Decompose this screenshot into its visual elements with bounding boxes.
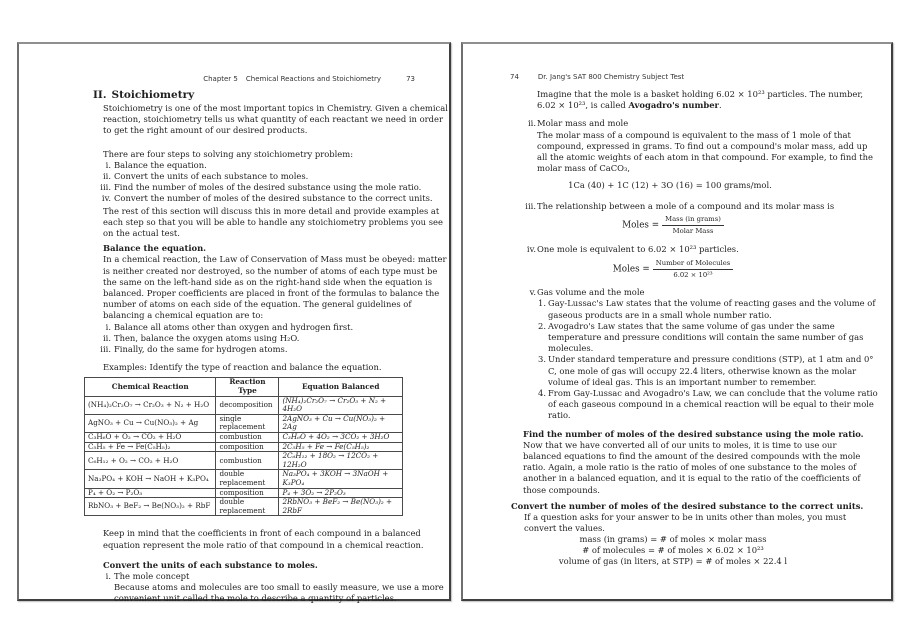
keep-in-mind-paragraph: Keep in mind that the coefficients in front of each compound in a balanced equation represent the mole ratio of that compound in a chemical reaction. xyxy=(103,528,424,550)
equation-line: mass (in grams) = # of moles × molar mass xyxy=(579,534,767,545)
sub-list-item: 3. Under standard temperature and pressure conditions (STP), at 1 atm and 0° C, one mole of gas will occupy 22.4 liters, otherwise known as the molar volume of ideal gas. This is an important number to remember. xyxy=(538,354,874,387)
list-item: iii. Find the number of moles of the desired substance using the mole ratio. xyxy=(100,182,422,193)
convert-moles-heading: Convert the number of moles of the desired substance to the correct units. xyxy=(511,500,864,511)
page-73 xyxy=(17,42,451,604)
fraction: $\frac{\text{Mass (in grams)}}{\text{Molar Mass}}$ xyxy=(662,215,724,235)
find-moles-heading: Find the number of moles of the desired substance using the mole ratio. xyxy=(523,428,864,439)
section-heading xyxy=(93,89,449,102)
chapter-title: Chemical Reactions and Stoichiometry xyxy=(245,75,382,83)
list-item: iv. Convert the number of moles of the desired substance to the correct units. xyxy=(101,193,433,204)
table-row: P₄ + O₂ → P₂O₃ composition P₄ + 3O₂ → 2P₂O₃ xyxy=(85,488,403,498)
running-header-74 xyxy=(510,72,891,82)
item-mole-molar-mass: iii. The relationship between a mole of a compound and its molar mass is xyxy=(525,200,835,211)
reaction-table xyxy=(84,377,403,516)
balance-heading: Balance the equation. xyxy=(103,243,207,254)
page-number-74: 74 xyxy=(510,73,519,81)
item-title: Molar mass and mole xyxy=(537,118,629,129)
book-title: Dr. Jang's SAT 800 Chemistry Subject Test xyxy=(537,73,685,81)
table-header-row xyxy=(85,378,403,396)
convert-units-heading: Convert the units of each substance to moles. xyxy=(103,559,318,570)
list-item: iii. Finally, do the same for hydrogen atoms. xyxy=(100,344,288,355)
sub-list-item: 2. Avogadro's Law states that the same volume of gas under the same temperature and pressure conditions will contain the same number of gas molecules. xyxy=(538,320,864,354)
item-body: The molar mass of a compound is equivalent to the mass of 1 mole of that compound, expressed in grams. To find out a compound's molar mass, add up all the atomic weights of each atom in that compound. For example, to find the molar mass of CaCO₃, xyxy=(537,129,874,174)
mole-concept-title: The mole concept xyxy=(114,570,190,581)
convert-moles-paragraph: If a question asks for your answer to be in units other than moles, you must convert the values. xyxy=(524,512,847,534)
conversion-equations xyxy=(493,534,853,566)
list-item: i. Balance all atoms other than oxygen and hydrogen first. xyxy=(105,321,354,332)
table-row: C₆H₁₂ + O₂ → CO₂ + H₂O combustion 2C₆H₁₂ + 18O₂ → 12CO₂ + 12H₂O xyxy=(85,452,403,470)
mole-concept-item: i. The mole concept Because atoms and molecules are too small to easily measure, we use a more convenient unit called the mole to describe a quantity of particles. xyxy=(95,571,450,605)
avogadro-term: Avogadro's number xyxy=(628,100,719,111)
table-row: (NH₄)₂Cr₂O₇ → Cr₂O₃ + N₂ + H₂O decomposition (NH₄)₂Cr₂O₇ → Cr₂O₃ + N₂ + 4H₂O xyxy=(85,396,403,414)
item-title: Gas volume and the mole xyxy=(537,287,645,298)
find-moles-paragraph: Now that we have converted all of our units to moles, it is time to use our balanced equations to find the amount of the desired compounds with the mole ratio. Again, a mole ratio is the ratio of moles of one substance to the moles of another in a balanced equation, and it is equal to the ratio of the coefficients of those compounds. xyxy=(523,439,861,495)
table-row: C₅H₅ + Fe → Fe(C₅H₅)₂ composition 2C₅H₅ + Fe → Fe(C₅H₅)₂ xyxy=(85,442,403,452)
table-row: C₃H₆O + O₂ → CO₂ + H₂O combustion C₃H₆O + 4O₂ → 3CO₂ + 3H₂O xyxy=(85,433,403,443)
running-header-73 xyxy=(19,74,415,84)
col-header: Equation Balanced xyxy=(279,378,403,396)
item-gas-volume: v. Gas volume and the mole 1. Gay-Lussac's Law states that the volume of reacting gases and the volume of gaseous products are in a small whole number ratio. 2. Avogadro's Law states that the same volume of gas under the same temperature and pressure conditions will contain the same number of gas molecules. 3. Under standard temperature and pressure conditions (STP), at 1 atm and 0° C, one mole of gas will occupy 22.4 liters, otherwise known as the molar volume of ideal gas. This is an important number to remember. 4. From Gay-Lussac and Avogadro's Law, we can conclude that the volume ratio of each gaseous compound in a chemical reaction will be equal to their mole ratio. xyxy=(529,287,878,421)
equation-line: # of molecules = # of moles × 6.02 × 10²³ xyxy=(582,545,764,556)
rest-paragraph: The rest of this section will discuss this in more detail and provide examples at each step so that you will be able to handle any stoichiometry problems you see on the actual test. xyxy=(103,205,443,239)
item-molar-mass: ii. Molar mass and mole The molar mass of a compound is equivalent to the mass of 1 mole of that compound, expressed in grams. To find out a compound's molar mass, add up all the atomic weights of each atom in that compound. For example, to find the molar mass of CaCO₃, xyxy=(523,118,879,174)
col-header: Reaction Type xyxy=(216,378,279,396)
sub-list-item: 4. From Gay-Lussac and Avogadro's Law, we can conclude that the volume ratio of each gaseous compound in a chemical reaction will be equal to their mole ratio. xyxy=(538,388,878,421)
page-number-73: 73 xyxy=(406,75,415,83)
balance-steps-list xyxy=(95,322,450,356)
balance-paragraph: In a chemical reaction, the Law of Conservation of Mass must be obeyed: matter is neither created nor destroyed, so the number of atoms of each type must be the same on the left-hand side as on the right-hand side when the equation is balanced. Proper coefficients are placed in front of the formulas to balance the number of atoms on each side of the equation. The general guidelines of balancing a chemical equation are to: xyxy=(103,254,447,321)
table-row: RbNO₃ + BeF₂ → Be(NO₃)₂ + RbF double replacement 2RbNO₃ + BeF₂ → Be(NO₃)₂ + 2RbF xyxy=(85,498,403,516)
moles-mass-formula: Moles = $\frac{\text{Mass (in grams)}}{\text{Molar Mass}}$ xyxy=(493,215,853,236)
mole-concept-body: Because atoms and molecules are too small to easily measure, we use a more convenient unit called the mole to describe a quantity of particles. xyxy=(114,582,444,604)
intro-paragraph: Stoichiometry is one of the most important topics in Chemistry. Given a chemical reaction, stoichiometry tells us what quantity of each reactant we need in order to get the right amount of our desired products. xyxy=(103,103,448,136)
table-row: AgNO₃ + Cu → Cu(NO₃)₂ + Ag single replacement 2AgNO₃ + Cu → Cu(NO₃)₂ + 2Ag xyxy=(85,414,403,432)
equation-line: volume of gas (in liters, at STP) = # of moles × 22.4 l xyxy=(558,555,788,566)
item-avogadro-particles: iv. One mole is equivalent to 6.02 × 10²³ particles. xyxy=(526,244,739,255)
sub-list-item: 1. Gay-Lussac's Law states that the volume of reacting gases and the volume of gaseous products are in a small whole number ratio. xyxy=(538,298,876,320)
list-item: i. Balance the equation. xyxy=(105,159,207,170)
fraction: $\frac{\text{Number of Molecules}}{\text{6.02 × 10²³}}$ xyxy=(653,259,733,279)
examples-line: Examples: Identify the type of reaction and balance the equation. xyxy=(103,362,382,373)
page-74 xyxy=(461,42,893,601)
section-number: II. xyxy=(93,89,107,101)
list-item: ii. Then, balance the oxygen atoms using H₂O. xyxy=(102,332,300,343)
list-item: ii. Convert the units of each substance to moles. xyxy=(102,171,309,182)
table-row: Na₃PO₄ + KOH → NaOH + K₃PO₄ double replacement Na₃PO₄ + 3KOH → 3NaOH + K₃PO₄ xyxy=(85,470,403,488)
moles-molecules-formula: Moles = $\frac{\text{Number of Molecules}}{\text{6.02 × 10²³}}$ xyxy=(493,259,853,280)
mole-basket-paragraph: Imagine that the mole is a basket holding 6.02 × 10²³ particles. The number, 6.02 × 10²³, is called Avogadro's number. xyxy=(537,89,864,111)
section-title: Stoichiometry xyxy=(111,89,195,101)
steps-intro: There are four steps to solving any stoichiometry problem: xyxy=(103,148,354,159)
caco3-equation: 1Ca (40) + 1C (12) + 3O (16) = 100 grams/mol. xyxy=(568,180,772,191)
col-header: Chemical Reaction xyxy=(85,378,216,396)
chapter-label: Chapter 5 xyxy=(203,75,238,83)
steps-list xyxy=(95,160,450,205)
